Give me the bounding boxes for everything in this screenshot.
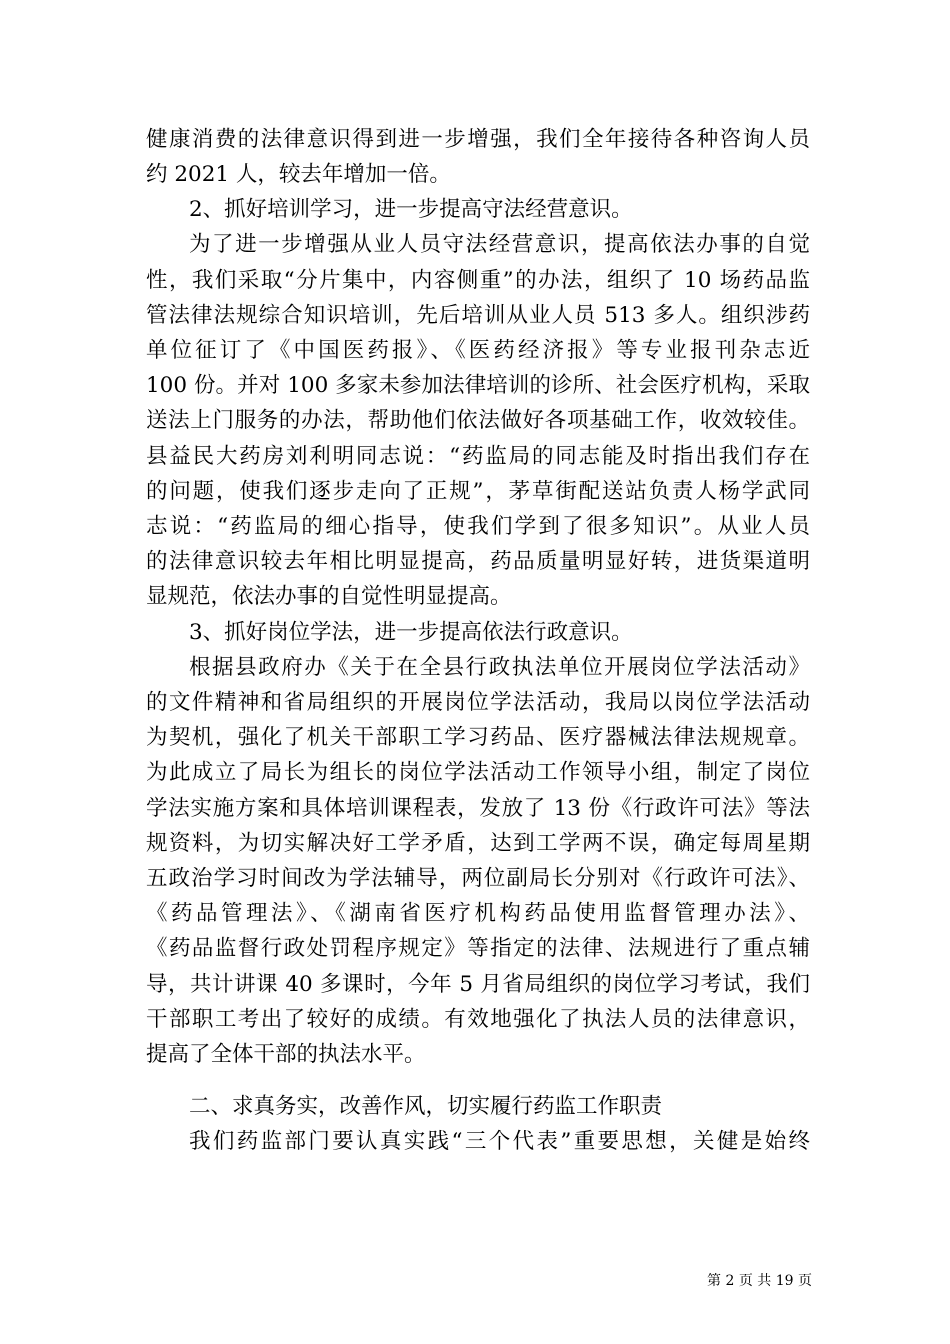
text-line: 我们药监部门要认真实践“三个代表”重要思想，关健是始终 [189, 1129, 810, 1154]
text-line: 《药品管理法》、《湖南省医疗机构药品使用监督管理办法》、 [146, 901, 810, 926]
section-heading: 2、抓好培训学习，进一步提高守法经营意识。 [189, 197, 633, 222]
text-line: 规资料，为切实解决好工学矛盾，达到工学两不误，确定每周星期 [146, 831, 810, 856]
section-heading: 3、抓好岗位学法，进一步提高依法行政意识。 [189, 620, 633, 645]
text-line: 提高了全体干部的执法水平。 [146, 1042, 426, 1067]
text-line: 管法律法规综合知识培训，先后培训从业人员 513 多人。组织涉药 [146, 303, 810, 328]
page-number: 第 2 页 共 19 页 [707, 1273, 812, 1289]
text-line: 显规范，依法办事的自觉性明显提高。 [146, 584, 512, 609]
text-line: 《药品监督行政处罚程序规定》等指定的法律、法规进行了重点辅 [146, 936, 810, 961]
text-line: 干部职工考出了较好的成绩。有效地强化了执法人员的法律意识， [146, 1007, 810, 1032]
text-line: 县益民大药房刘利明同志说：“药监局的同志能及时指出我们存在 [146, 444, 810, 469]
text-line: 单位征订了《中国医药报》、《医药经济报》等专业报刊杂志近 [146, 338, 810, 363]
text-line: 的法律意识较去年相比明显提高，药品质量明显好转，进货渠道明 [146, 549, 810, 574]
text-line: 五政治学习时间改为学法辅导，两位副局长分别对《行政许可法》、 [146, 866, 810, 891]
section-heading: 二、求真务实，改善作风，切实履行药监工作职责 [189, 1094, 663, 1119]
text-line: 为契机，强化了机关干部职工学习药品、医疗器械法律法规规章。 [146, 725, 810, 750]
text-line: 健康消费的法律意识得到进一步增强，我们全年接待各种咨询人员 [146, 127, 810, 152]
text-line: 为此成立了局长为组长的岗位学法活动工作领导小组，制定了岗位 [146, 760, 810, 785]
text-line: 学法实施方案和具体培训课程表，发放了 13 份《行政许可法》等法 [146, 796, 810, 821]
text-line: 为了进一步增强从业人员守法经营意识，提高依法办事的自觉 [189, 232, 810, 257]
text-line: 的文件精神和省局组织的开展岗位学法活动，我局以岗位学法活动 [146, 690, 810, 715]
text-line: 性，我们采取“分片集中，内容侧重”的办法，组织了 10 场药品监 [146, 268, 810, 293]
text-line: 志说：“药监局的细心指导，使我们学到了很多知识”。从业人员 [146, 514, 810, 539]
text-line: 送法上门服务的办法，帮助他们依法做好各项基础工作，收效较佳。 [146, 408, 810, 433]
text-line: 的问题，使我们逐步走向了正规”，茅草街配送站负责人杨学武同 [146, 479, 810, 504]
text-line: 根据县政府办《关于在全县行政执法单位开展岗位学法活动》 [189, 655, 810, 680]
text-line: 约 2021 人，较去年增加一倍。 [146, 162, 451, 187]
text-line: 100 份。并对 100 多家未参加法律培训的诊所、社会医疗机构，采取 [146, 373, 810, 398]
text-line: 导，共计讲课 40 多课时，今年 5 月省局组织的岗位学习考试，我们 [146, 972, 810, 997]
